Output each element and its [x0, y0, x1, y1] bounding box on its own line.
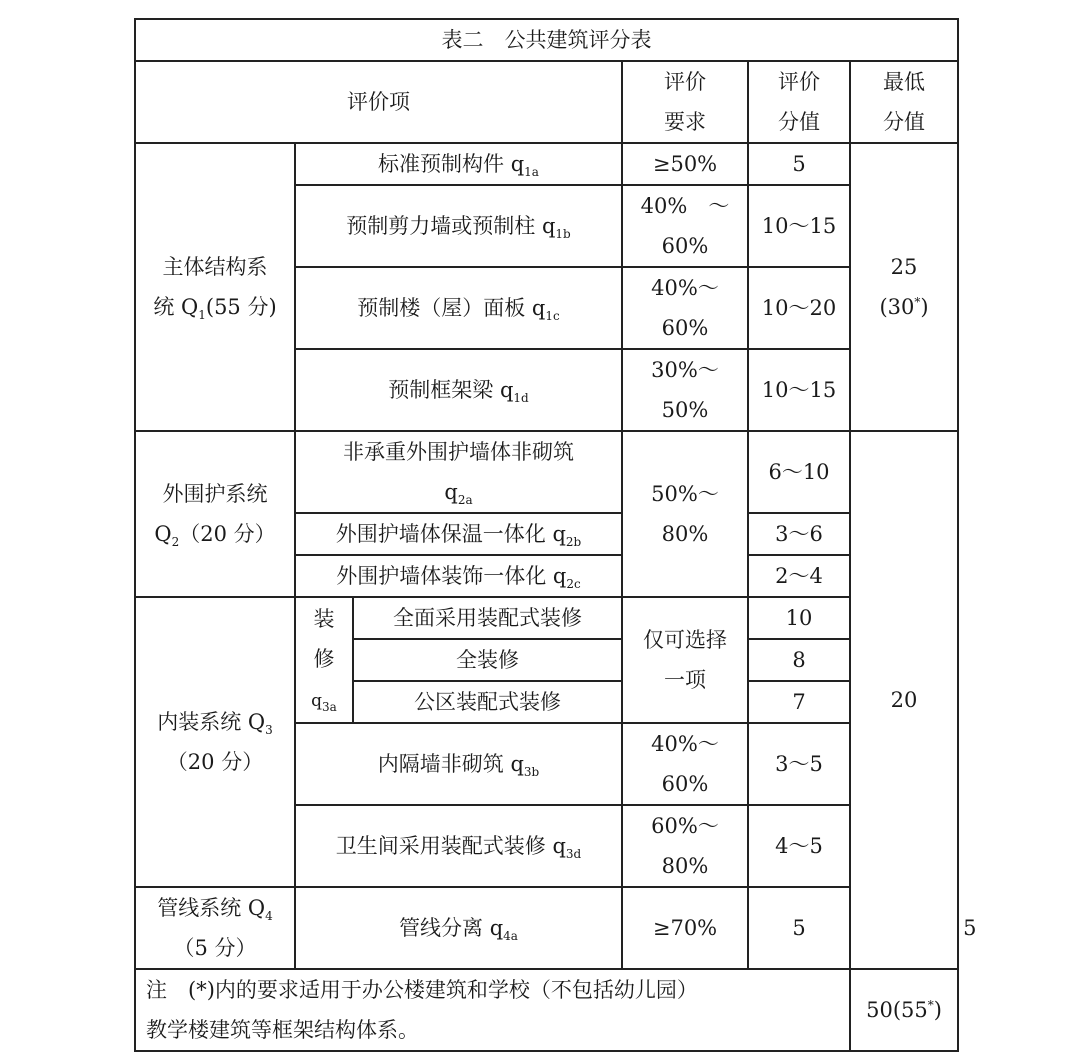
req-q3d: 60%～ 80% — [622, 805, 748, 887]
req-q4a: ≥70% — [622, 887, 748, 969]
table-note: 注 (*)内的要求适用于办公楼建筑和学校（不包括幼儿园） 教学楼建筑等框架结构体系。 — [135, 969, 850, 1051]
min-q1: 25 (30*) — [850, 143, 958, 431]
req-q1d: 30%～ 50% — [622, 349, 748, 431]
header-requirement: 评价 要求 — [622, 61, 748, 143]
score-q3a-public: 7 — [748, 681, 850, 723]
score-q2a: 6～10 — [748, 431, 850, 513]
score-q2c: 2～4 — [748, 555, 850, 597]
score-q1a: 5 — [748, 143, 850, 185]
header-score: 评价 分值 — [748, 61, 850, 143]
item-q3d: 卫生间采用装配式装修 $q_{3d}$ — [295, 805, 622, 887]
score-q3d: 4～5 — [748, 805, 850, 887]
req-q1a: ≥50% — [622, 143, 748, 185]
item-q4a: 管线分离 $q_{4a}$ — [295, 887, 622, 969]
item-q1a: 标准预制构件 $q_{1a}$ — [295, 143, 622, 185]
table-title: 表二 公共建筑评分表 — [135, 19, 958, 61]
item-q1d: 预制框架梁 $q_{1d}$ — [295, 349, 622, 431]
score-q3a-finish: 8 — [748, 639, 850, 681]
header-item: 评价项 — [135, 61, 622, 143]
header-min-score: 最低 分值 — [850, 61, 958, 143]
item-q3a-full: 全面采用装配式装修 — [353, 597, 622, 639]
score-q2b: 3～6 — [748, 513, 850, 555]
req-q1c: 40%～ 60% — [622, 267, 748, 349]
req-q3a: 仅可选择 一项 — [622, 597, 748, 723]
item-q2b: 外围护墙体保温一体化 $q_{2b}$ — [295, 513, 622, 555]
req-q1b: 40% ～ 60% — [622, 185, 748, 267]
score-q3b: 3～5 — [748, 723, 850, 805]
item-q1c: 预制楼（屋）面板 $q_{1c}$ — [295, 267, 622, 349]
item-q3a-finish: 全装修 — [353, 639, 622, 681]
score-q3a-full: 10 — [748, 597, 850, 639]
group-q1: 主体结构系 统 $Q_1(55$ 分) — [135, 143, 295, 431]
score-q1c: 10～20 — [748, 267, 850, 349]
total-min-score: 50(55*) — [850, 969, 958, 1051]
score-q4a: 5 — [748, 887, 850, 969]
item-q3a-public: 公区装配式装修 — [353, 681, 622, 723]
item-q2c: 外围护墙体装饰一体化 $q_{2c}$ — [295, 555, 622, 597]
group-q3: 内装系统 $Q_3$ （20 分） — [135, 597, 295, 887]
group-q2: 外围护系统 $Q_2(20$ 分） — [135, 431, 295, 597]
score-q1b: 10～15 — [748, 185, 850, 267]
score-q1d: 10～15 — [748, 349, 850, 431]
req-q3b: 40%～ 60% — [622, 723, 748, 805]
group-q4: 管线系统 $Q_4$ （5 分） — [135, 887, 295, 969]
min-q2-q3: 20 — [850, 431, 958, 969]
item-q2a: 非承重外围护墙体非砌筑 $q_{2a}$ — [295, 431, 622, 513]
decor-label-q3a: 装 修 $q_{3a}$ — [295, 597, 353, 723]
req-q2: 50%～ 80% — [622, 431, 748, 597]
item-q1b: 预制剪力墙或预制柱 $q_{1b}$ — [295, 185, 622, 267]
scoring-table: 表二 公共建筑评分表 评价项 评价 要求 评价 分值 最低 分值 主体结构系 统 $Q_1(55$ 分) 标准预制构件 $q_{1a}$ ≥50% 5 25 (30*) 预制剪力墙或预制柱 $q_{1b}$ 40% ～ 60% 10～15 预制楼（屋）面板 $q_{1c}$ 40%～ 60% 10～20 预制框架梁 $q_{1d}$ 30%～ 50% 10～15 外围护系统 $Q_2(20$ 分） 非承重外围护墙体非砌筑 $q_{2a}$ 50%～ 80% 6～10 20 外围护墙体保温一体化 $q_{2b}$ 3～6 外围护墙体装饰一体化 $q_{2c}$ 2～4 内装系统 $Q_3$ （20 分） 装 修 $q_{3a}$ 全面采用装配式装修 仅可选择 一项 10 全装修 8 公区装配式装修 7 内隔墙非砌筑 $q_{3b}$ 40%～ 60% 3～5 卫生间采用装配式装修 $q_{3d}$ 60%～ 80% 4～5 管线系统 $Q_4$ （5 分） 管线分离 $q_{4a}$ ≥70% 5 5 注 (*)内的要求适用于办公楼建筑和学校（不包括幼儿园） 教学楼建筑等框架结构体系。 50(55*) — [134, 18, 959, 1052]
item-q3b: 内隔墙非砌筑 $q_{3b}$ — [295, 723, 622, 805]
